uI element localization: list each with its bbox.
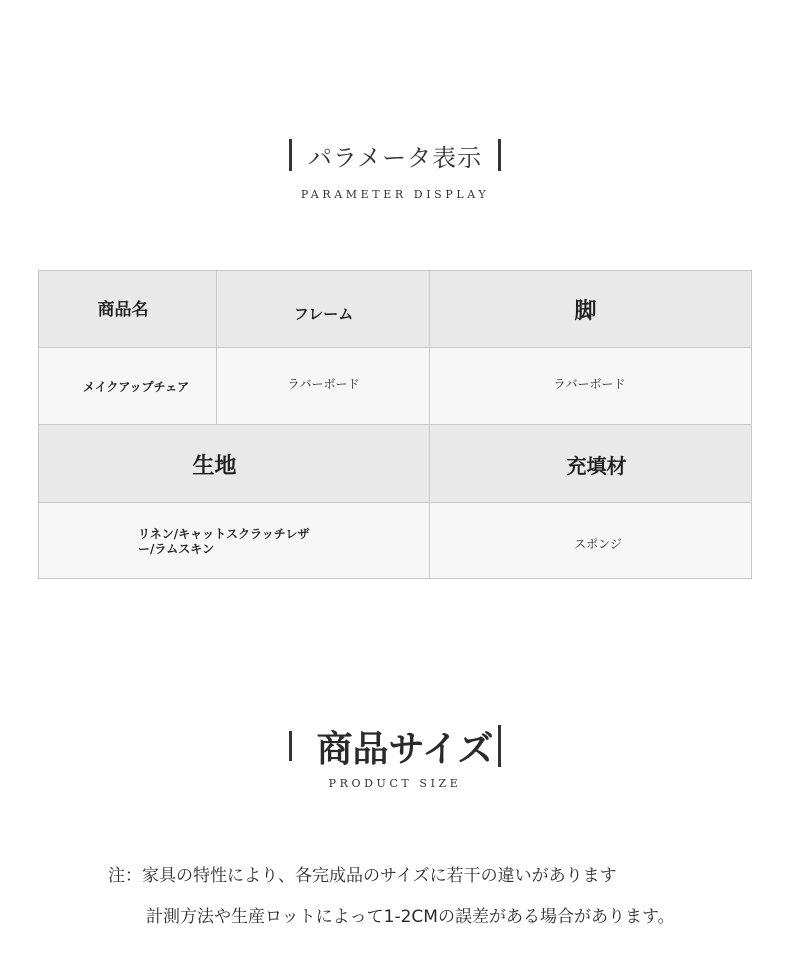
size-note-line1: 注：家具の特性により、各完成品のサイズに若干の違いがあります: [108, 866, 617, 886]
fabric-value-line1: リネン/キャットスクラッチレザ: [138, 527, 310, 541]
product-name-value: メイクアップチェア: [82, 380, 190, 394]
grid-line: [39, 347, 751, 348]
product-name-header-cell: [39, 271, 217, 348]
grid-line: [39, 424, 751, 425]
fabric-value-cell: [39, 503, 430, 578]
filling-label: 充填材: [566, 453, 627, 478]
parameter-subtitle: PARAMETER DISPLAY: [300, 188, 490, 201]
frame-value: ラバーボード: [287, 377, 360, 391]
size-heading: [0, 722, 790, 770]
grid-line: [39, 502, 751, 503]
fabric-value: [138, 527, 310, 557]
legs-label: 脚: [574, 299, 597, 324]
size-subtitle: PRODUCT SIZE: [328, 777, 462, 790]
fabric-value-line2: ー/ラムスキン: [138, 542, 215, 556]
parameter-heading: [0, 138, 790, 172]
filling-value-cell: [430, 503, 751, 578]
size-note-line2: 計測方法や生産ロットによって1-2CMの誤差がある場合があります。: [146, 907, 675, 927]
heading-bar-right: [498, 139, 501, 171]
legs-value: ラバーボード: [553, 377, 626, 391]
size-title: 商品サイズ: [316, 728, 494, 770]
heading-bar-left: [289, 139, 292, 171]
parameter-title: パラメータ表示: [307, 143, 483, 172]
filling-value: スポンジ: [574, 537, 622, 551]
filling-header-cell: [430, 425, 751, 503]
frame-label: フレーム: [293, 305, 354, 323]
heading-bar-right: [498, 725, 501, 767]
product-name-value-cell: [39, 348, 217, 425]
legs-value-cell: [430, 348, 751, 425]
heading-bar-left: [289, 731, 292, 761]
frame-header-cell: [217, 271, 430, 348]
product-name-label: 商品名: [97, 300, 149, 320]
grid-line: [216, 271, 217, 425]
frame-value-cell: [217, 348, 430, 425]
parameter-table: [38, 270, 752, 579]
fabric-header-cell: [39, 425, 430, 503]
fabric-label: 生地: [192, 453, 237, 479]
legs-header-cell: [430, 271, 751, 348]
